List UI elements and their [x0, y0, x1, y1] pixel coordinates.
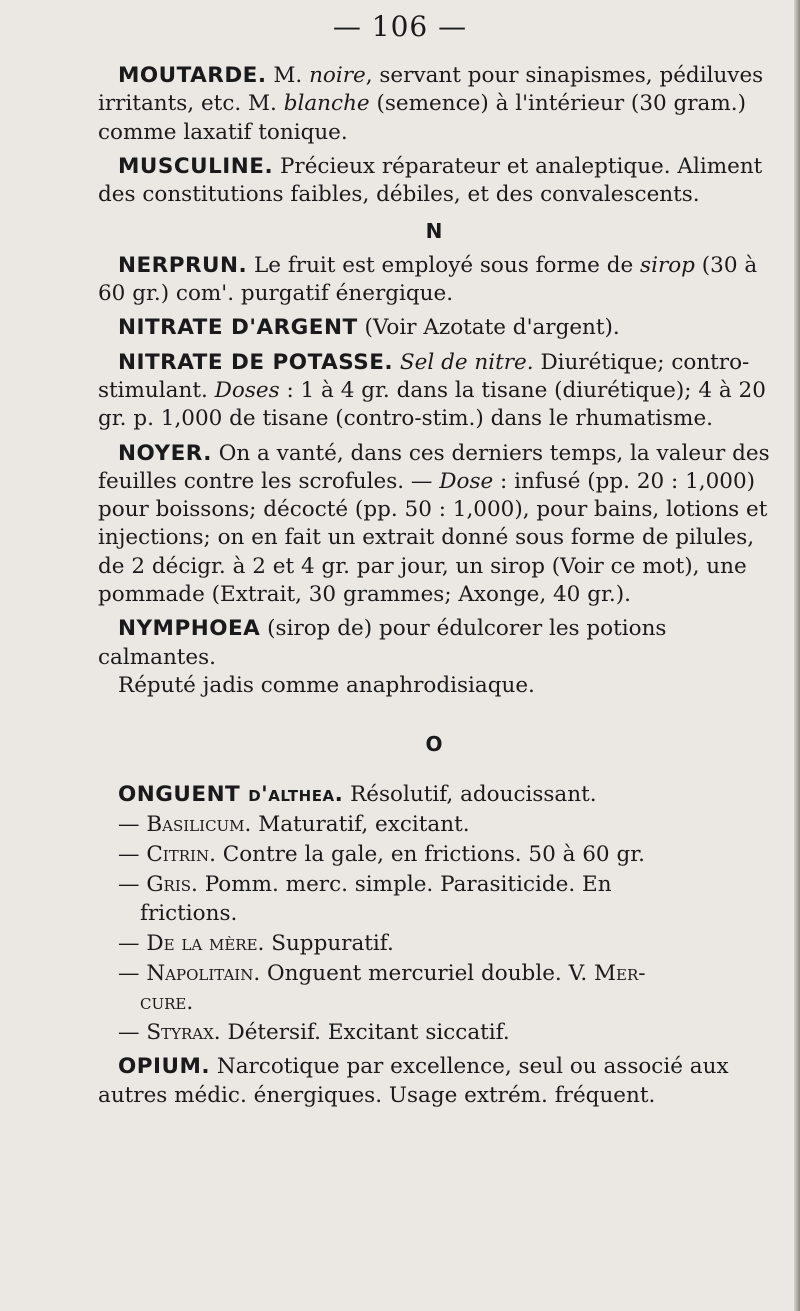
sub-text: Pomm. merc. simple. Parasiticide. En: [197, 872, 612, 898]
entry-text: Résolutif, adoucissant.: [343, 781, 597, 807]
entry-head: NITRATE DE POTASSE.: [118, 349, 394, 375]
sub-text: Contre la gale, en frictions. 50 à 60 gr.: [215, 842, 645, 868]
entry-italic: Dose: [439, 468, 494, 494]
entry-text: (30 à 60 gr.) com'. purgatif énergique.: [98, 252, 758, 307]
section-letter-o: O: [425, 732, 443, 757]
sub-text: Onguent mercuriel double. V.: [260, 961, 595, 987]
entry-nitrate-argent: [98, 314, 770, 342]
sub-name: Napolitain.: [146, 961, 261, 987]
entry-head: MOUTARDE.: [118, 63, 267, 88]
sub-dash: —: [118, 811, 147, 837]
entry-musculine: [98, 153, 770, 210]
entry-nitrate-potasse: [98, 349, 770, 434]
sub-text: Maturatif, excitant.: [251, 811, 470, 837]
entry-italic: Doses: [214, 377, 280, 403]
entry-italic: sirop: [640, 252, 695, 278]
sub-dash: —: [118, 931, 147, 957]
sub-dash: —: [118, 961, 147, 987]
page-content: [98, 62, 770, 1116]
entry-text: On a vanté, dans ces derniers temps, la valeur des feuilles contre les scrofules. —: [98, 440, 770, 494]
entry-head: NYMPHOEA: [118, 616, 261, 642]
entry-nerprun: [98, 252, 770, 309]
entry-nymphoea-note: [98, 672, 770, 700]
sub-name: Styrax.: [146, 1019, 221, 1045]
entry-nymphoea: [98, 615, 770, 672]
entry-head: MUSCULINE.: [118, 153, 274, 179]
entry-head: ONGUENT: [118, 781, 241, 807]
sub-name: Gris.: [146, 872, 198, 898]
entry-italic: blanche: [283, 91, 370, 117]
sub-dash: —: [118, 1019, 147, 1045]
onguent-styrax: [98, 1019, 770, 1047]
sub-continuation: cure.: [140, 989, 194, 1015]
onguent-napolitain: [98, 960, 770, 1017]
entry-moutarde: [98, 62, 770, 147]
sub-name: De la mère.: [146, 931, 265, 957]
entry-italic: Sel de nitre.: [393, 349, 534, 375]
sub-name: Mer-: [594, 961, 646, 987]
page-edge-shadow: [794, 0, 800, 1311]
entry-opium: [98, 1053, 770, 1110]
entry-head-smallcaps: d'althea.: [240, 781, 344, 807]
entry-text: : infusé (pp. 20 : 1,000) pour boissons; décocté (pp. 50 : 1,000), pour bains, lotions et injections; on en fait un extrait donné sous forme de pilules, de 2 décigr. à 2 et 4 gr. par jour, un sirop (Voir ce mot), une pommade (Extrait, 30 grammes; Axonge, 40 gr.).: [98, 468, 768, 608]
sub-name: Citrin.: [146, 842, 216, 868]
sub-dash: —: [118, 872, 147, 898]
entry-head: NITRATE D'ARGENT: [118, 315, 358, 341]
sub-dash: —: [118, 842, 147, 868]
entry-text: (Voir Azotate d'argent).: [357, 315, 620, 341]
onguent-basilicum: [98, 811, 770, 839]
sub-text: Détersif. Excitant siccatif.: [220, 1019, 510, 1045]
entry-head: NERPRUN.: [118, 252, 248, 278]
sub-continuation: frictions.: [140, 900, 238, 926]
entry-head: NOYER.: [118, 440, 212, 466]
entry-head: OPIUM.: [118, 1054, 211, 1080]
entry-text: M.: [266, 63, 310, 88]
entry-italic: noire: [309, 63, 366, 88]
entry-text: (sirop de) pour édulcorer les potions calmantes.: [98, 616, 667, 670]
onguent-citrin: [98, 841, 770, 869]
entry-text: Le fruit est employé sous forme de: [247, 252, 641, 278]
onguent-gris: [98, 871, 770, 928]
entry-text: Précieux réparateur et analeptique. Aliment des constitutions faibles, débiles, et des convalescents.: [98, 153, 763, 208]
entry-text: : 1 à 4 gr. dans la tisane (diurétique); 4 à 20 gr. p. 1,000 de tisane (contro-stim.) dans le rhumatisme.: [98, 377, 766, 432]
entry-onguent: [98, 781, 770, 809]
entry-text: Narcotique par excellence, seul ou associé aux autres médic. énergiques. Usage extrém. fréquent.: [98, 1054, 729, 1108]
onguent-de-la-mere: [98, 930, 770, 958]
entry-text: (semence) à l'intérieur (30 gram.) comme laxatif tonique.: [98, 91, 746, 145]
entry-text: , servant pour sinapismes, pédiluves irritants, etc. M.: [98, 63, 764, 117]
section-letter-n: N: [425, 219, 443, 244]
entry-text: Diurétique; contro-stimulant.: [98, 349, 750, 403]
sub-text: Suppuratif.: [264, 931, 394, 957]
page-number: — 106 —: [332, 10, 468, 43]
entry-text: Réputé jadis comme anaphrodisiaque.: [118, 672, 535, 698]
entry-noyer: [98, 440, 770, 610]
sub-name: Basilicum.: [146, 811, 252, 837]
